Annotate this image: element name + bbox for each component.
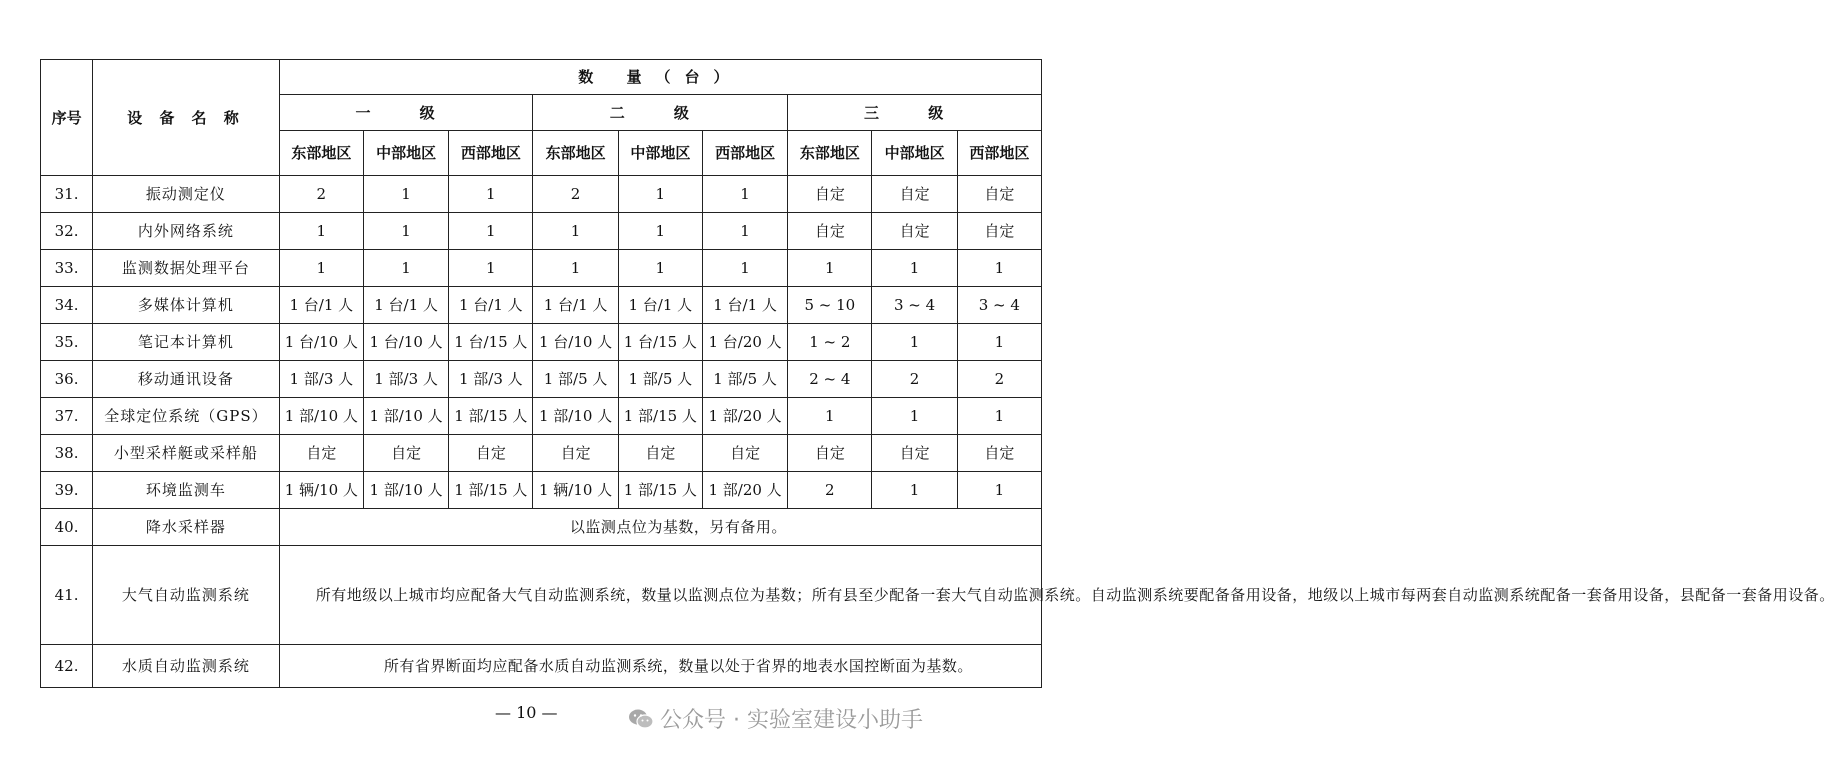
quantity-cell: 1	[957, 250, 1041, 287]
quantity-cell: 1 辆/10 人	[279, 472, 363, 509]
quantity-cell: 1	[957, 324, 1041, 361]
equipment-name: 移动通讯设备	[93, 361, 280, 398]
equipment-name: 笔记本计算机	[93, 324, 280, 361]
quantity-cell: 自定	[788, 213, 872, 250]
row-number: 32.	[41, 213, 93, 250]
quantity-cell: 自定	[533, 435, 618, 472]
quantity-cell: 1 台/1 人	[702, 287, 787, 324]
quantity-cell: 2	[533, 176, 618, 213]
quantity-cell: 1	[872, 398, 957, 435]
quantity-cell: 1	[363, 176, 448, 213]
header-level-2: 二 级	[533, 95, 788, 131]
table-row	[41, 324, 1042, 361]
quantity-cell: 1	[702, 176, 787, 213]
header-region: 中部地区	[363, 131, 448, 176]
row-number: 38.	[41, 435, 93, 472]
quantity-cell: 1	[702, 213, 787, 250]
quantity-cell: 自定	[279, 435, 363, 472]
equipment-name: 监测数据处理平台	[93, 250, 280, 287]
header-quantity: 数 量（台）	[279, 60, 1041, 95]
quantity-cell: 1 部/3 人	[363, 361, 448, 398]
quantity-cell: 1	[872, 472, 957, 509]
quantity-cell: 自定	[872, 435, 957, 472]
header-level-3: 三 级	[788, 95, 1042, 131]
quantity-cell: 1 部/5 人	[533, 361, 618, 398]
row-number: 33.	[41, 250, 93, 287]
header-region: 西部地区	[702, 131, 787, 176]
row-number: 36.	[41, 361, 93, 398]
quantity-cell: 自定	[872, 213, 957, 250]
quantity-cell: 1	[788, 250, 872, 287]
header-region: 东部地区	[788, 131, 872, 176]
quantity-cell: 1	[279, 250, 363, 287]
header-level-1: 一 级	[279, 95, 533, 131]
table-row	[41, 546, 1042, 645]
quantity-cell: 1 台/10 人	[363, 324, 448, 361]
quantity-cell: 2	[957, 361, 1041, 398]
quantity-cell: 自定	[788, 176, 872, 213]
note-text: 所有省界断面均应配备水质自动监测系统，数量以处于省界的地表水国控断面为基数。	[383, 657, 973, 675]
quantity-cell: 1	[449, 213, 533, 250]
quantity-cell: 自定	[957, 176, 1041, 213]
quantity-cell: 1 台/1 人	[533, 287, 618, 324]
table-row	[41, 250, 1042, 287]
row-number: 37.	[41, 398, 93, 435]
quantity-cell: 1	[788, 398, 872, 435]
row-number: 40.	[41, 509, 93, 546]
header-region: 西部地区	[449, 131, 533, 176]
table-row	[41, 361, 1042, 398]
quantity-cell: 1 台/1 人	[363, 287, 448, 324]
header-seq: 序号	[41, 60, 93, 176]
note-text: 以监测点位为基数，另有备用。	[569, 518, 787, 536]
watermark	[628, 703, 923, 734]
quantity-cell: 1 部/10 人	[363, 398, 448, 435]
quantity-cell: 1	[533, 213, 618, 250]
quantity-cell: 5 ~ 10	[788, 287, 872, 324]
quantity-cell: 1 部/20 人	[702, 398, 787, 435]
note-cell	[279, 546, 1835, 645]
quantity-cell: 1	[279, 213, 363, 250]
header-region: 中部地区	[618, 131, 702, 176]
quantity-cell: 2	[279, 176, 363, 213]
equipment-name: 环境监测车	[93, 472, 280, 509]
quantity-cell: 1 台/1 人	[618, 287, 702, 324]
quantity-cell: 3 ~ 4	[872, 287, 957, 324]
note-text: 所有地级以上城市均应配备大气自动监测系统，数量以监测点位为基数；所有县至少配备一套大气自动监测系统。自动监测系统要配备备用设备，地级以上城市每两套自动监测系统配备一套备用设备，县配备一套备用设备。	[315, 586, 1835, 604]
quantity-cell: 1 部/3 人	[279, 361, 363, 398]
quantity-cell: 1 部/10 人	[363, 472, 448, 509]
quantity-cell: 2	[872, 361, 957, 398]
equipment-name: 降水采样器	[93, 509, 280, 546]
quantity-cell: 1 部/10 人	[533, 398, 618, 435]
quantity-cell: 1	[533, 250, 618, 287]
equipment-name: 小型采样艇或采样船	[93, 435, 280, 472]
table-row	[41, 398, 1042, 435]
quantity-cell: 1 台/10 人	[279, 324, 363, 361]
row-number: 39.	[41, 472, 93, 509]
table-row	[41, 176, 1042, 213]
quantity-cell: 1 台/1 人	[449, 287, 533, 324]
quantity-cell: 1	[957, 472, 1041, 509]
page-number: — 10 —	[495, 703, 558, 722]
quantity-cell: 1	[618, 250, 702, 287]
quantity-cell: 1	[872, 324, 957, 361]
quantity-cell: 1 部/15 人	[449, 472, 533, 509]
table-row	[41, 435, 1042, 472]
table-row	[41, 645, 1042, 688]
table-row	[41, 509, 1042, 546]
quantity-cell: 自定	[702, 435, 787, 472]
quantity-cell: 1 部/3 人	[449, 361, 533, 398]
quantity-cell: 1 台/15 人	[618, 324, 702, 361]
equipment-name: 振动测定仪	[93, 176, 280, 213]
quantity-cell: 1	[363, 250, 448, 287]
row-number: 35.	[41, 324, 93, 361]
note-cell	[279, 509, 1041, 546]
quantity-cell: 1 部/15 人	[618, 398, 702, 435]
table-row	[41, 287, 1042, 324]
quantity-cell: 1	[449, 176, 533, 213]
quantity-cell: 1	[618, 176, 702, 213]
note-cell	[279, 645, 1041, 688]
row-number: 42.	[41, 645, 93, 688]
quantity-cell: 2 ~ 4	[788, 361, 872, 398]
row-number: 41.	[41, 546, 93, 645]
watermark-text: 公众号 · 实验室建设小助手	[660, 708, 923, 733]
row-number: 34.	[41, 287, 93, 324]
quantity-cell: 1 部/10 人	[279, 398, 363, 435]
quantity-cell: 1 部/5 人	[618, 361, 702, 398]
header-region: 西部地区	[957, 131, 1041, 176]
equipment-name: 水质自动监测系统	[93, 645, 280, 688]
quantity-cell: 1 部/5 人	[702, 361, 787, 398]
quantity-cell: 自定	[788, 435, 872, 472]
quantity-cell: 3 ~ 4	[957, 287, 1041, 324]
quantity-cell: 自定	[618, 435, 702, 472]
quantity-cell: 自定	[957, 213, 1041, 250]
quantity-cell: 1 台/1 人	[279, 287, 363, 324]
quantity-cell: 1 ~ 2	[788, 324, 872, 361]
quantity-cell: 1 台/15 人	[449, 324, 533, 361]
table-row	[41, 213, 1042, 250]
quantity-cell: 1	[702, 250, 787, 287]
equipment-table	[40, 59, 1835, 688]
header-region: 东部地区	[279, 131, 363, 176]
header-region: 中部地区	[872, 131, 957, 176]
quantity-cell: 1	[872, 250, 957, 287]
header-region: 东部地区	[533, 131, 618, 176]
quantity-cell: 自定	[872, 176, 957, 213]
equipment-name: 多媒体计算机	[93, 287, 280, 324]
quantity-cell: 1 部/15 人	[449, 398, 533, 435]
quantity-cell: 自定	[957, 435, 1041, 472]
equipment-name: 内外网络系统	[93, 213, 280, 250]
quantity-cell: 自定	[449, 435, 533, 472]
quantity-cell: 自定	[363, 435, 448, 472]
quantity-cell: 1	[957, 398, 1041, 435]
quantity-cell: 1	[363, 213, 448, 250]
wechat-icon	[628, 706, 654, 732]
quantity-cell: 1	[618, 213, 702, 250]
quantity-cell: 1 台/20 人	[702, 324, 787, 361]
quantity-cell: 2	[788, 472, 872, 509]
header-name: 设 备 名 称	[93, 60, 280, 176]
quantity-cell: 1 部/15 人	[618, 472, 702, 509]
quantity-cell: 1 辆/10 人	[533, 472, 618, 509]
equipment-name: 大气自动监测系统	[93, 546, 280, 645]
quantity-cell: 1 台/10 人	[533, 324, 618, 361]
row-number: 31.	[41, 176, 93, 213]
equipment-name: 全球定位系统（GPS）	[93, 398, 280, 435]
table-row	[41, 472, 1042, 509]
quantity-cell: 1 部/20 人	[702, 472, 787, 509]
quantity-cell: 1	[449, 250, 533, 287]
